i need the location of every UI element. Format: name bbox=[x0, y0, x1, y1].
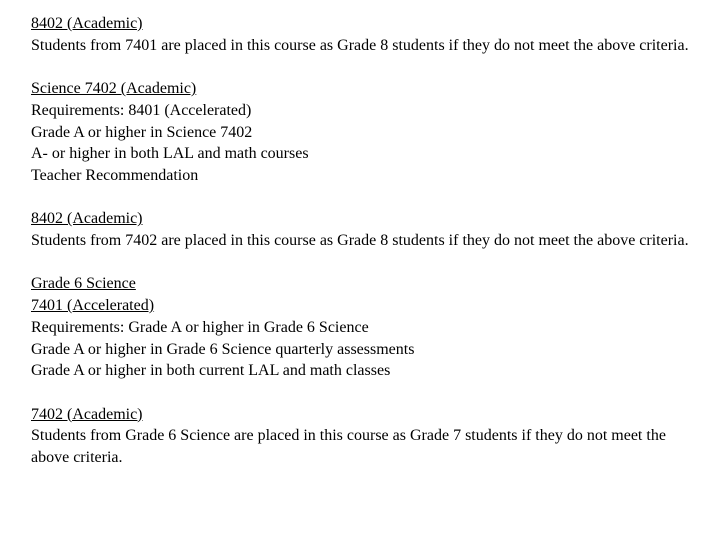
course-description: Students from 7401 are placed in this course as Grade 8 students if they do not meet the above criteria. bbox=[31, 36, 689, 54]
requirement-line: Grade A or higher in Science 7402 bbox=[31, 123, 253, 141]
requirement-line: Grade A or higher in both current LAL and math classes bbox=[31, 362, 391, 380]
requirement-line: Requirements: 8401 (Accelerated) bbox=[31, 101, 252, 119]
section-grade-6-science-7401 bbox=[31, 273, 701, 382]
requirement-line: Requirements: Grade A or higher in Grade 6 Science bbox=[31, 318, 369, 336]
course-title: 7402 (Academic) bbox=[31, 405, 143, 423]
requirement-line: A- or higher in both LAL and math courses bbox=[31, 145, 309, 163]
course-title: 8402 (Academic) bbox=[31, 210, 143, 228]
course-description: Students from 7402 are placed in this course as Grade 8 students if they do not meet the above criteria. bbox=[31, 232, 689, 249]
grade-heading: Grade 6 Science bbox=[31, 275, 136, 293]
document-body bbox=[31, 13, 701, 490]
section-8402-academic-from-7401 bbox=[31, 13, 701, 56]
requirement-line: Teacher Recommendation bbox=[31, 166, 199, 184]
section-7402-academic bbox=[31, 404, 701, 469]
requirement-line: Grade A or higher in Grade 6 Science quarterly assessments bbox=[31, 340, 415, 358]
course-title: 7401 (Accelerated) bbox=[31, 297, 155, 315]
section-8402-academic-from-7402 bbox=[31, 208, 701, 251]
course-title: Science 7402 (Academic) bbox=[31, 80, 197, 98]
section-science-7402-academic bbox=[31, 78, 701, 187]
course-description: Students from Grade 6 Science are placed in this course as Grade 7 students if they do not meet the above criteria. bbox=[31, 427, 666, 466]
course-title: 8402 (Academic) bbox=[31, 15, 143, 32]
